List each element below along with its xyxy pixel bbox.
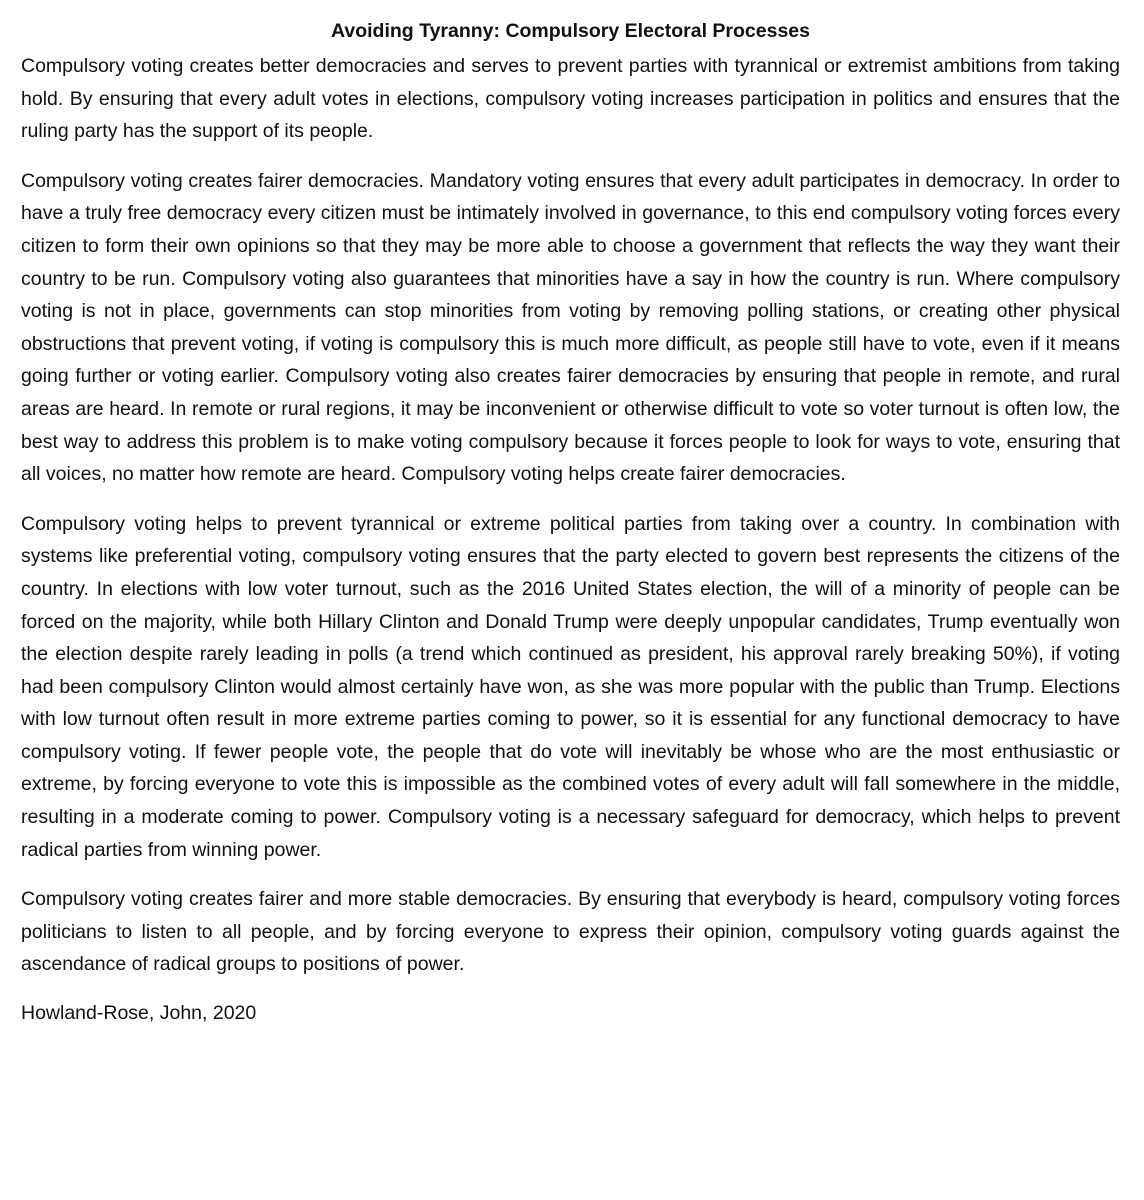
paragraph-introduction: Compulsory voting creates better democracies and serves to prevent parties with tyrannical or extremist ambitions from taking hold. By ensuring that every adult votes in elections, compulsory voting increases participation in politics and ensures that the ruling party has the support of its people. [21, 55, 1120, 143]
paragraph-prevent-tyranny: Compulsory voting helps to prevent tyrannical or extreme political parties from taking over a country. In combination with systems like preferential voting, compulsory voting ensures that the party elected to govern best represents the citizens of the country. In elections with low voter turnout, such as the 2016 United States election, the will of a minority of people can be forced on the majority, while both Hillary Clinton and Donald Trump were deeply unpopular candidates, Trump eventually won the election despite rarely leading in polls (a trend which continued as president, his approval rarely breaking 50%), if voting had been compulsory Clinton would almost certainly have won, as she was more popular with the public than Trump. Elections with low turnout often result in more extreme parties coming to power, so it is essential for any functional democracy to have compulsory voting. If fewer people vote, the people that do vote will inevitably be whose who are the most enthusiastic or extreme, by forcing everyone to vote this is impossible as the combined votes of every adult will fall somewhere in the middle, resulting in a moderate coming to power. Compulsory voting is a necessary safeguard for democracy, which helps to prevent radical parties from winning power. [21, 512, 1120, 861]
document-title: Avoiding Tyranny: Compulsory Electoral Processes [331, 20, 810, 42]
author-citation: Howland-Rose, John, 2020 [21, 1002, 257, 1025]
paragraph-fairer-democracies: Compulsory voting creates fairer democracies. Mandatory voting ensures that every adult participates in democracy. In order to have a truly free democracy every citizen must be intimately involved in governance, to this end compulsory voting forces every citizen to form their own opinions so that they may be more able to choose a government that reflects the way they want their country to be run. Compulsory voting also guarantees that minorities have a say in how the country is run. Where compulsory voting is not in place, governments can stop minorities from voting by removing polling stations, or creating other physical obstructions that prevent voting, if voting is compulsory this is much more difficult, as people still have to vote, even if it means going further or voting earlier. Compulsory voting also creates fairer democracies by ensuring that people in remote, and rural areas are heard. In remote or rural regions, it may be inconvenient or otherwise difficult to vote so voter turnout is often low, the best way to address this problem is to make voting compulsory because it forces people to look for ways to vote, ensuring that all voices, no matter how remote are heard. Compulsory voting helps create fairer democracies. [21, 169, 1120, 486]
paragraph-conclusion: Compulsory voting creates fairer and more stable democracies. By ensuring that everybody is heard, compulsory voting forces politicians to listen to all people, and by forcing everyone to express their opinion, compulsory voting guards against the ascendance of radical groups to positions of power. [21, 888, 1120, 976]
